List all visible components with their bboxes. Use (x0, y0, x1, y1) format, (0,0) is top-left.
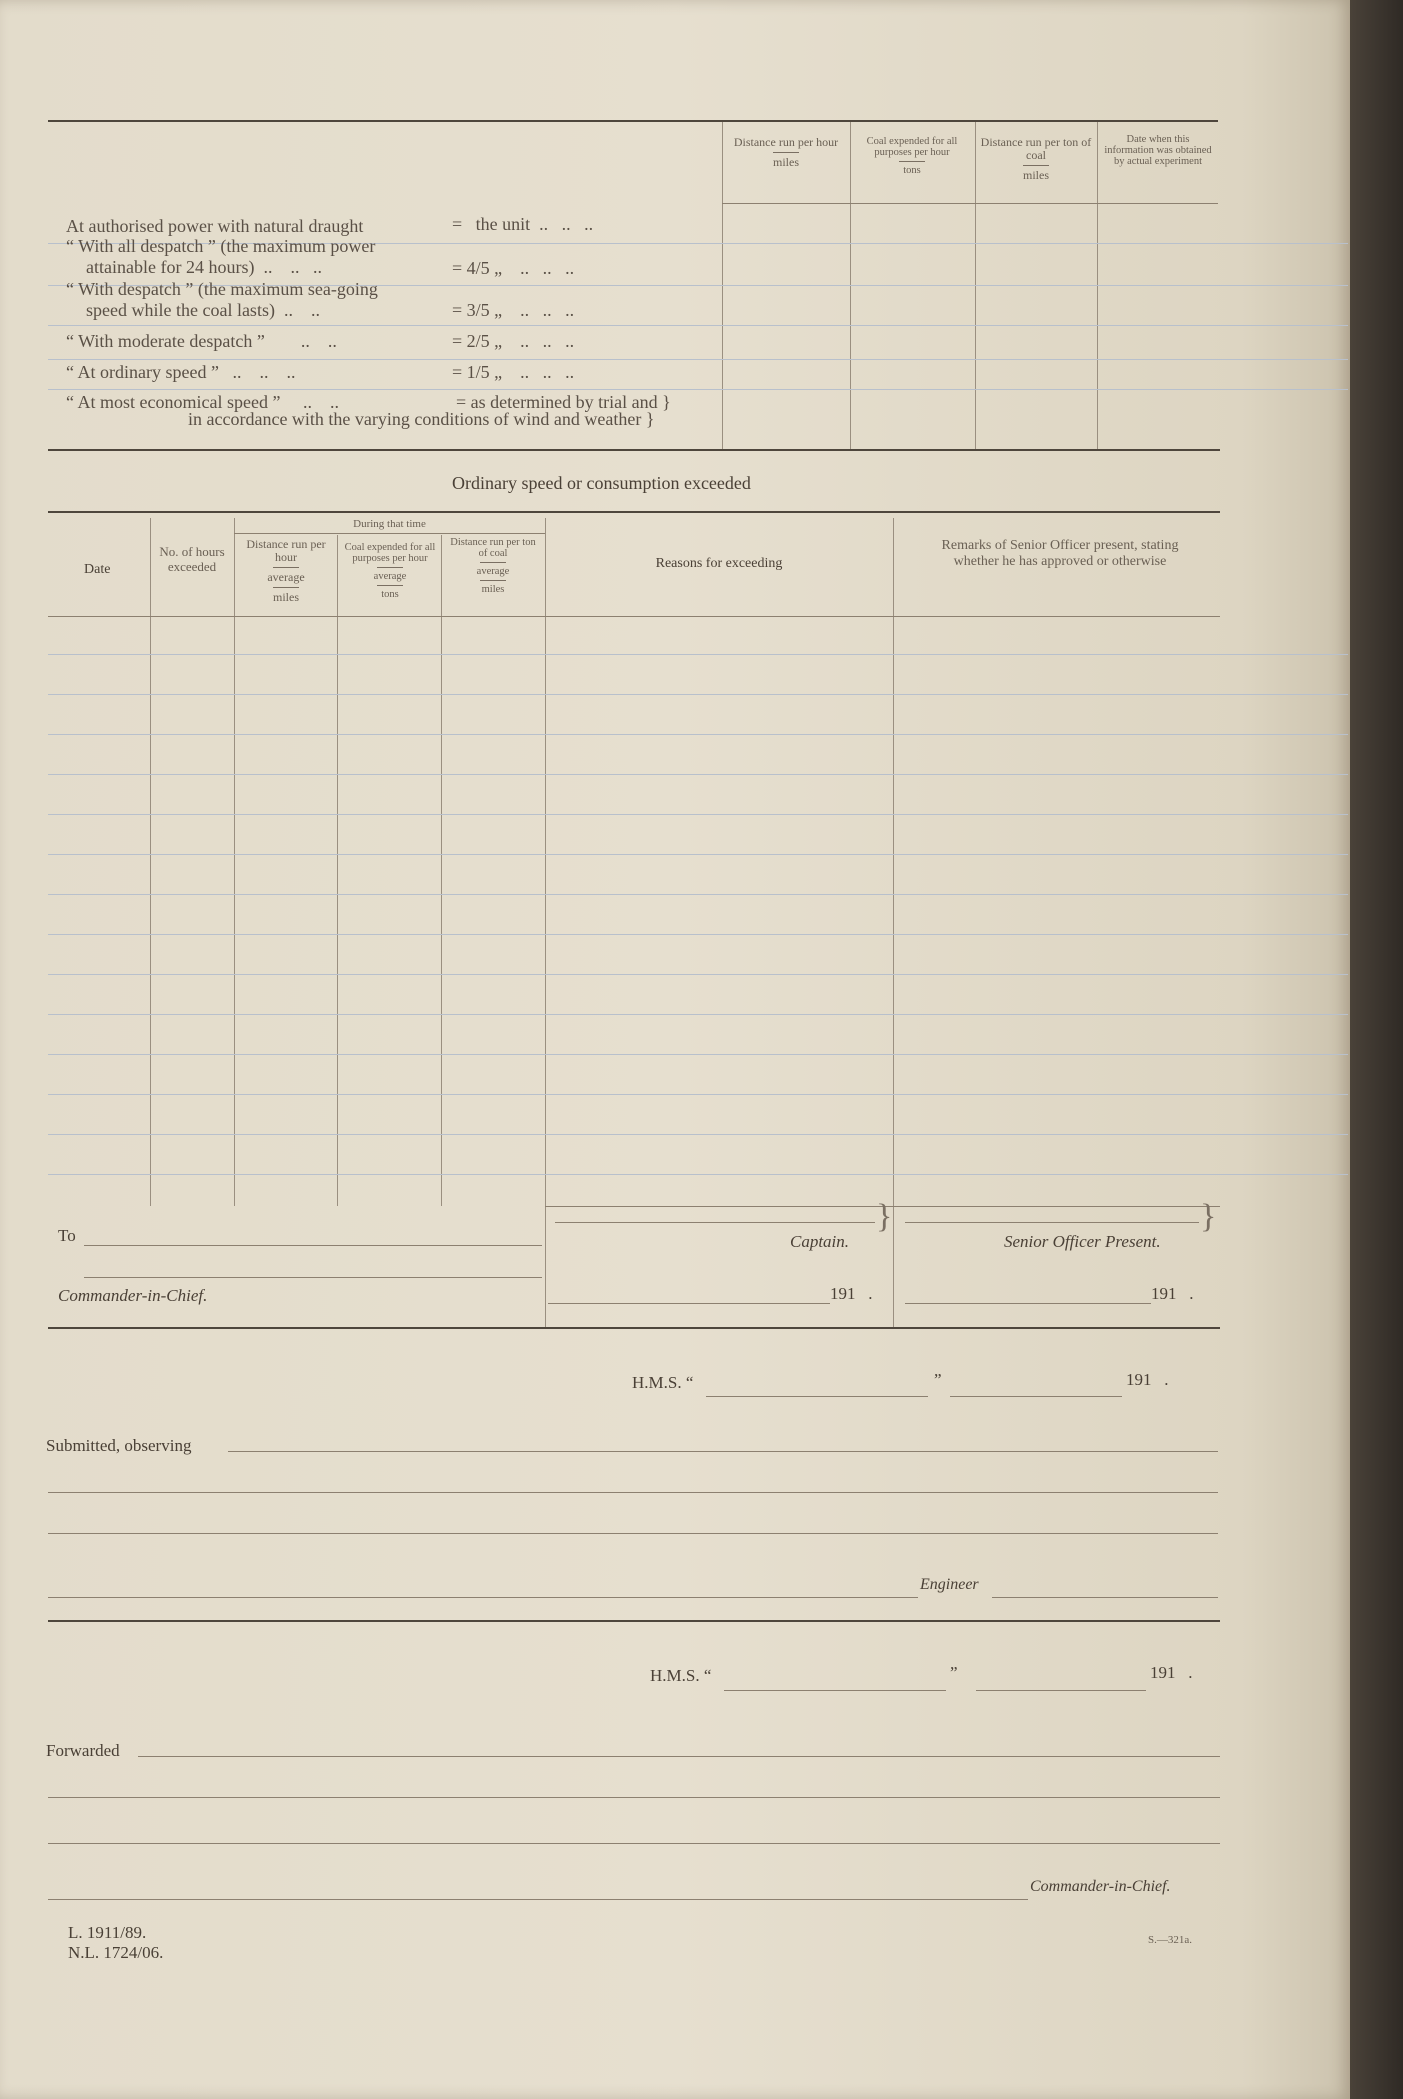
col-divider (441, 535, 442, 1206)
year-label: 191 . (1151, 1284, 1194, 1303)
to-label: To (58, 1226, 76, 1245)
row-all-despatch-2: attainable for 24 hours) .. .. .. (86, 257, 322, 277)
to-line (84, 1277, 542, 1278)
year-label: 191 . (1126, 1370, 1169, 1389)
header-coal-per-hour: Coal expended for all purposes per hour tons (866, 136, 958, 176)
header-date: Date (84, 562, 111, 577)
row-despatch: “ With despatch ” (the maximum sea-going (66, 279, 378, 299)
close-quote: ” (934, 1370, 942, 1389)
row-line (48, 854, 1348, 855)
row-line (48, 774, 1348, 775)
row-line (48, 1014, 1348, 1015)
commander-label: Commander-in-Chief. (58, 1286, 208, 1305)
hms-label: H.M.S. “ (650, 1666, 712, 1685)
to-line (84, 1245, 542, 1246)
header-remarks: Remarks of Senior Officer present, stating whether he has approved or otherwise (941, 538, 1179, 569)
row-value: = 4/5 „ .. .. .. (452, 258, 575, 278)
row-economical-speed: “ At most economical speed ” .. .. (66, 392, 339, 412)
row-line (48, 1174, 1348, 1175)
write-line (228, 1451, 1218, 1452)
section-rule (48, 1620, 1220, 1622)
form-code: S.—321a. (1148, 1934, 1192, 1946)
top-rule (48, 120, 1218, 122)
ship-name-line (724, 1690, 946, 1691)
write-line (48, 1533, 1218, 1534)
ship-name-line (706, 1396, 928, 1397)
write-line (48, 1492, 1218, 1493)
year-label: 191 . (1150, 1663, 1193, 1682)
col-divider (337, 535, 338, 1206)
write-line (48, 1797, 1220, 1798)
row-line (48, 694, 1348, 695)
row-moderate-despatch: “ With moderate despatch ” .. .. (66, 331, 337, 351)
section-rule (48, 1327, 1220, 1329)
captain-label: Captain. (790, 1232, 850, 1251)
header-reasons: Reasons for exceeding (655, 556, 783, 571)
during-that-time: During that time (353, 518, 426, 530)
row-line (48, 814, 1348, 815)
row-authorised-power: At authorised power with natural draught (66, 216, 364, 236)
header-coal-expended: Coal expended for all purposes per hour average tons (344, 542, 436, 600)
row-line (48, 389, 1348, 390)
year-label: 191 . (830, 1284, 873, 1303)
brace: } (876, 1198, 893, 1235)
commander-label: Commander-in-Chief. (1030, 1878, 1171, 1895)
col-divider (150, 518, 151, 1206)
row-line (48, 974, 1348, 975)
col-divider (234, 518, 235, 1206)
row-all-despatch: “ With all despatch ” (the maximum power (66, 236, 376, 256)
brace: } (1200, 1198, 1217, 1235)
binding-edge (1350, 0, 1403, 2099)
write-line (48, 1899, 1028, 1900)
write-line (48, 1843, 1220, 1844)
row-line (48, 1054, 1348, 1055)
write-line (48, 1597, 918, 1598)
row-line (48, 934, 1348, 935)
row-line (48, 359, 1348, 360)
during-underline (234, 533, 545, 534)
sig-top-line (893, 1206, 1220, 1207)
forwarded-label: Forwarded (46, 1741, 120, 1760)
row-line (48, 734, 1348, 735)
header-underline (722, 203, 1218, 204)
row-line (48, 1094, 1348, 1095)
senior-officer-label: Senior Officer Present. (1004, 1232, 1161, 1251)
header-distance-per-ton: Distance run per ton of coal average miles (450, 537, 536, 595)
date-line (905, 1303, 1151, 1304)
header-date-experiment: Date when this information was obtained by actual experiment (1104, 134, 1212, 167)
header-hours-exceeded: No. of hours exceeded (159, 544, 225, 574)
row-economical-speed-2: in accordance with the varying conditions of wind and weather } (188, 409, 655, 429)
senior-line (905, 1222, 1199, 1223)
row-value: = the unit .. .. .. (452, 214, 594, 234)
date-line (950, 1396, 1122, 1397)
header-distance-per-ton: Distance run per ton of coal miles (980, 135, 1092, 182)
row-line (48, 654, 1348, 655)
row-value: = 2/5 „ .. .. .. (452, 331, 575, 351)
header-distance-per-hour: Distance run per hour miles (733, 135, 839, 169)
close-quote: ” (950, 1663, 958, 1682)
reference-1: L. 1911/89. (68, 1923, 147, 1942)
row-value: = 1/5 „ .. .. .. (452, 362, 575, 382)
row-value: = as determined by trial and } (456, 392, 671, 412)
hms-label: H.M.S. “ (632, 1373, 694, 1392)
row-line (48, 1134, 1348, 1135)
submitted-label: Submitted, observing (46, 1436, 192, 1455)
reference-2: N.L. 1724/06. (68, 1943, 164, 1962)
write-line (138, 1756, 1220, 1757)
exceeded-top-rule (48, 511, 1220, 513)
header-distance-run: Distance run per hour average miles (246, 537, 326, 604)
header-underline (48, 616, 1220, 617)
row-line (48, 894, 1348, 895)
sig-top-line (545, 1206, 893, 1207)
write-line (992, 1597, 1218, 1598)
row-line (48, 325, 1348, 326)
row-value: = 3/5 „ .. .. .. (452, 300, 575, 320)
row-despatch-2: speed while the coal lasts) .. .. (86, 300, 320, 320)
table-bottom-rule (48, 449, 1220, 451)
engineer-label: Engineer (920, 1576, 979, 1593)
row-ordinary-speed: “ At ordinary speed ” .. .. .. (66, 362, 296, 382)
date-line (548, 1303, 830, 1304)
date-line (976, 1690, 1146, 1691)
captain-line (555, 1222, 875, 1223)
exceeded-title: Ordinary speed or consumption exceeded (452, 473, 751, 493)
